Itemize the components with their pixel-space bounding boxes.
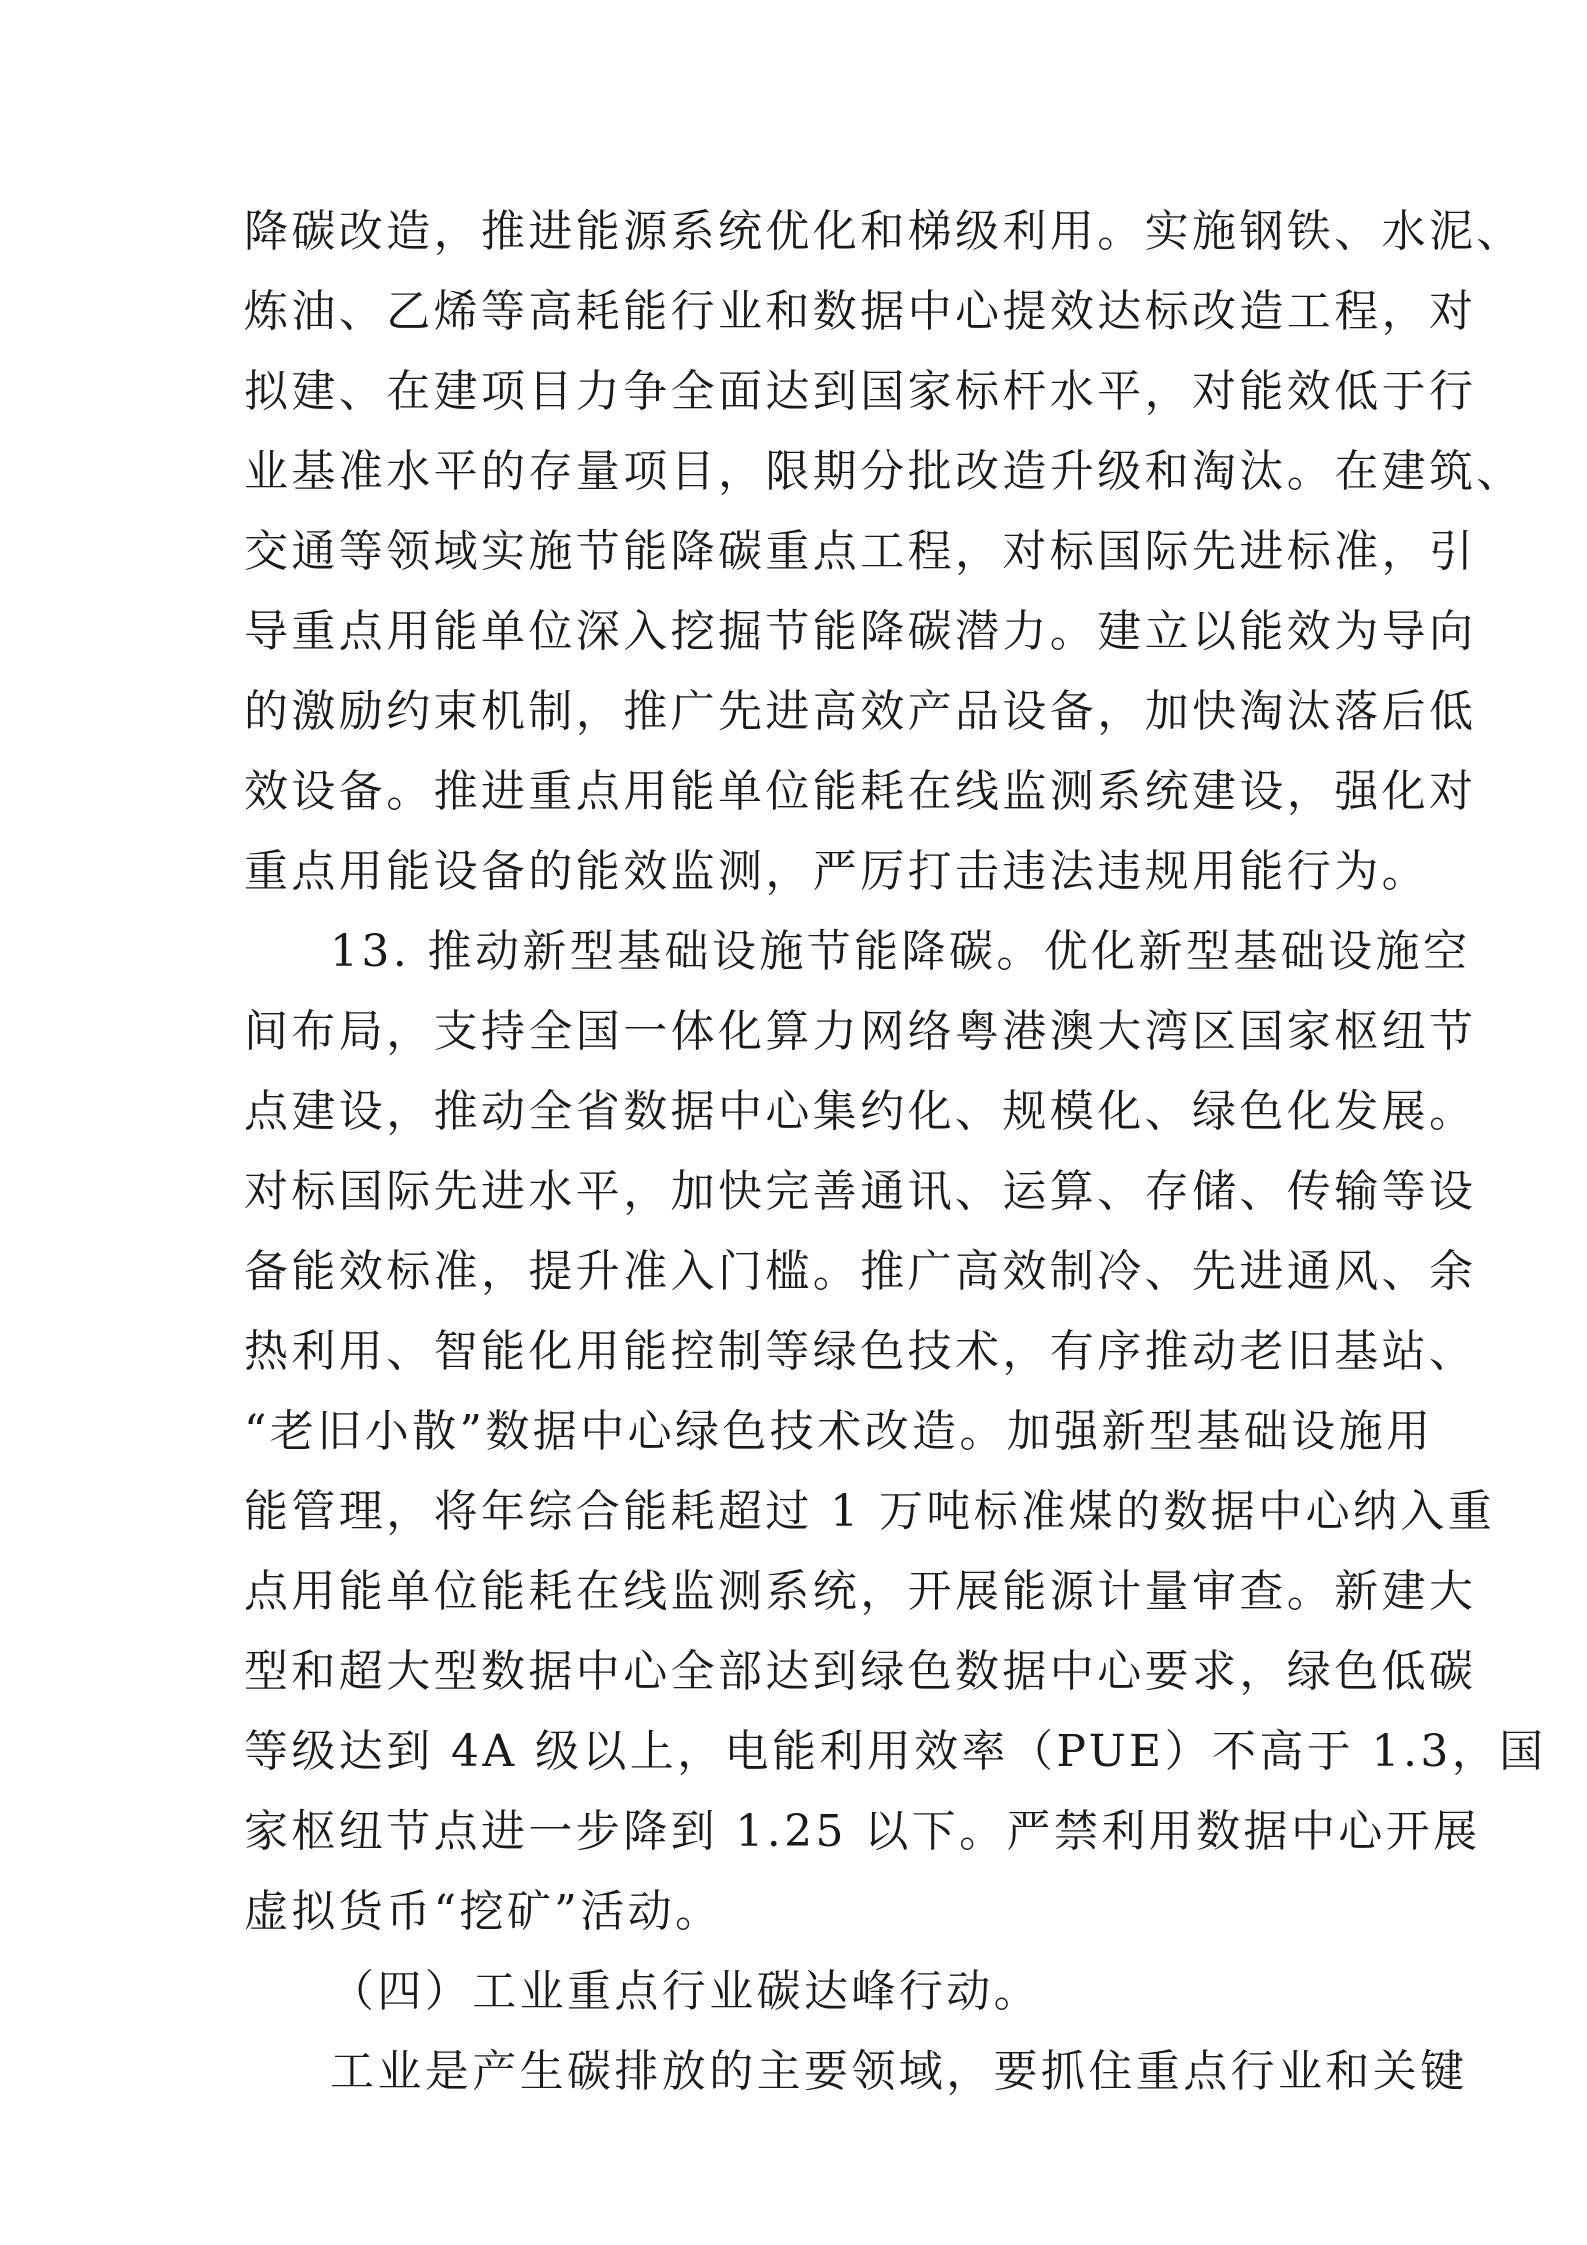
section-4-heading: （四）工业重点行业碳达峰行动。: [330, 1966, 1041, 2017]
text-line: 备能效标准，提升准入门槛。推广高效制冷、先进通风、余: [244, 1246, 1477, 1297]
text-line: 效设备。推进重点用能单位能耗在线监测系统建设，强化对: [244, 766, 1477, 817]
section-13-heading-line: 13. 推动新型基础设施节能降碳。优化新型基础设施空: [330, 926, 1471, 977]
text-line: 能管理，将年综合能耗超过 1 万吨标准煤的数据中心纳入重: [244, 1486, 1496, 1537]
text-line: 交通等领域实施节能降碳重点工程，对标国际先进标准，引: [244, 526, 1477, 577]
text-line: 业基准水平的存量项目，限期分批改造升级和淘汰。在建筑、: [244, 446, 1524, 497]
text-line: 热利用、智能化用能控制等绿色技术，有序推动老旧基站、: [244, 1326, 1477, 1377]
text-line: 炼油、乙烯等高耗能行业和数据中心提效达标改造工程，对: [244, 286, 1477, 337]
text-line: 间布局，支持全国一体化算力网络粤港澳大湾区国家枢纽节: [244, 1006, 1477, 1057]
text-line: 点用能单位能耗在线监测系统，开展能源计量审查。新建大: [244, 1566, 1477, 1617]
text-line: 等级达到 4A 级以上，电能利用效率（PUE）不高于 1.3，国: [244, 1726, 1547, 1777]
paragraph-first-line: 工业是产生碳排放的主要领域，要抓住重点行业和关键: [330, 2046, 1468, 2097]
text-line: 点建设，推动全省数据中心集约化、规模化、绿色化发展。: [244, 1086, 1477, 1137]
text-line: 降碳改造，推进能源系统优化和梯级利用。实施钢铁、水泥、: [244, 206, 1524, 257]
text-line: 的激励约束机制，推广先进高效产品设备，加快淘汰落后低: [244, 686, 1477, 737]
text-line: 导重点用能单位深入挖掘节能降碳潜力。建立以能效为导向: [244, 606, 1477, 657]
text-line: “老旧小散”数据中心绿色技术改造。加强新型基础设施用: [244, 1406, 1434, 1457]
text-line: 型和超大型数据中心全部达到绿色数据中心要求，绿色低碳: [244, 1646, 1477, 1697]
text-line: 重点用能设备的能效监测，严厉打击违法违规用能行为。: [244, 846, 1429, 897]
text-line: 虚拟货币“挖矿”活动。: [244, 1886, 723, 1937]
text-line: 对标国际先进水平，加快完善通讯、运算、存储、传输等设: [244, 1166, 1477, 1217]
text-line: 家枢纽节点进一步降到 1.25 以下。严禁利用数据中心开展: [244, 1806, 1481, 1857]
text-line: 拟建、在建项目力争全面达到国家标杆水平，对能效低于行: [244, 366, 1477, 417]
